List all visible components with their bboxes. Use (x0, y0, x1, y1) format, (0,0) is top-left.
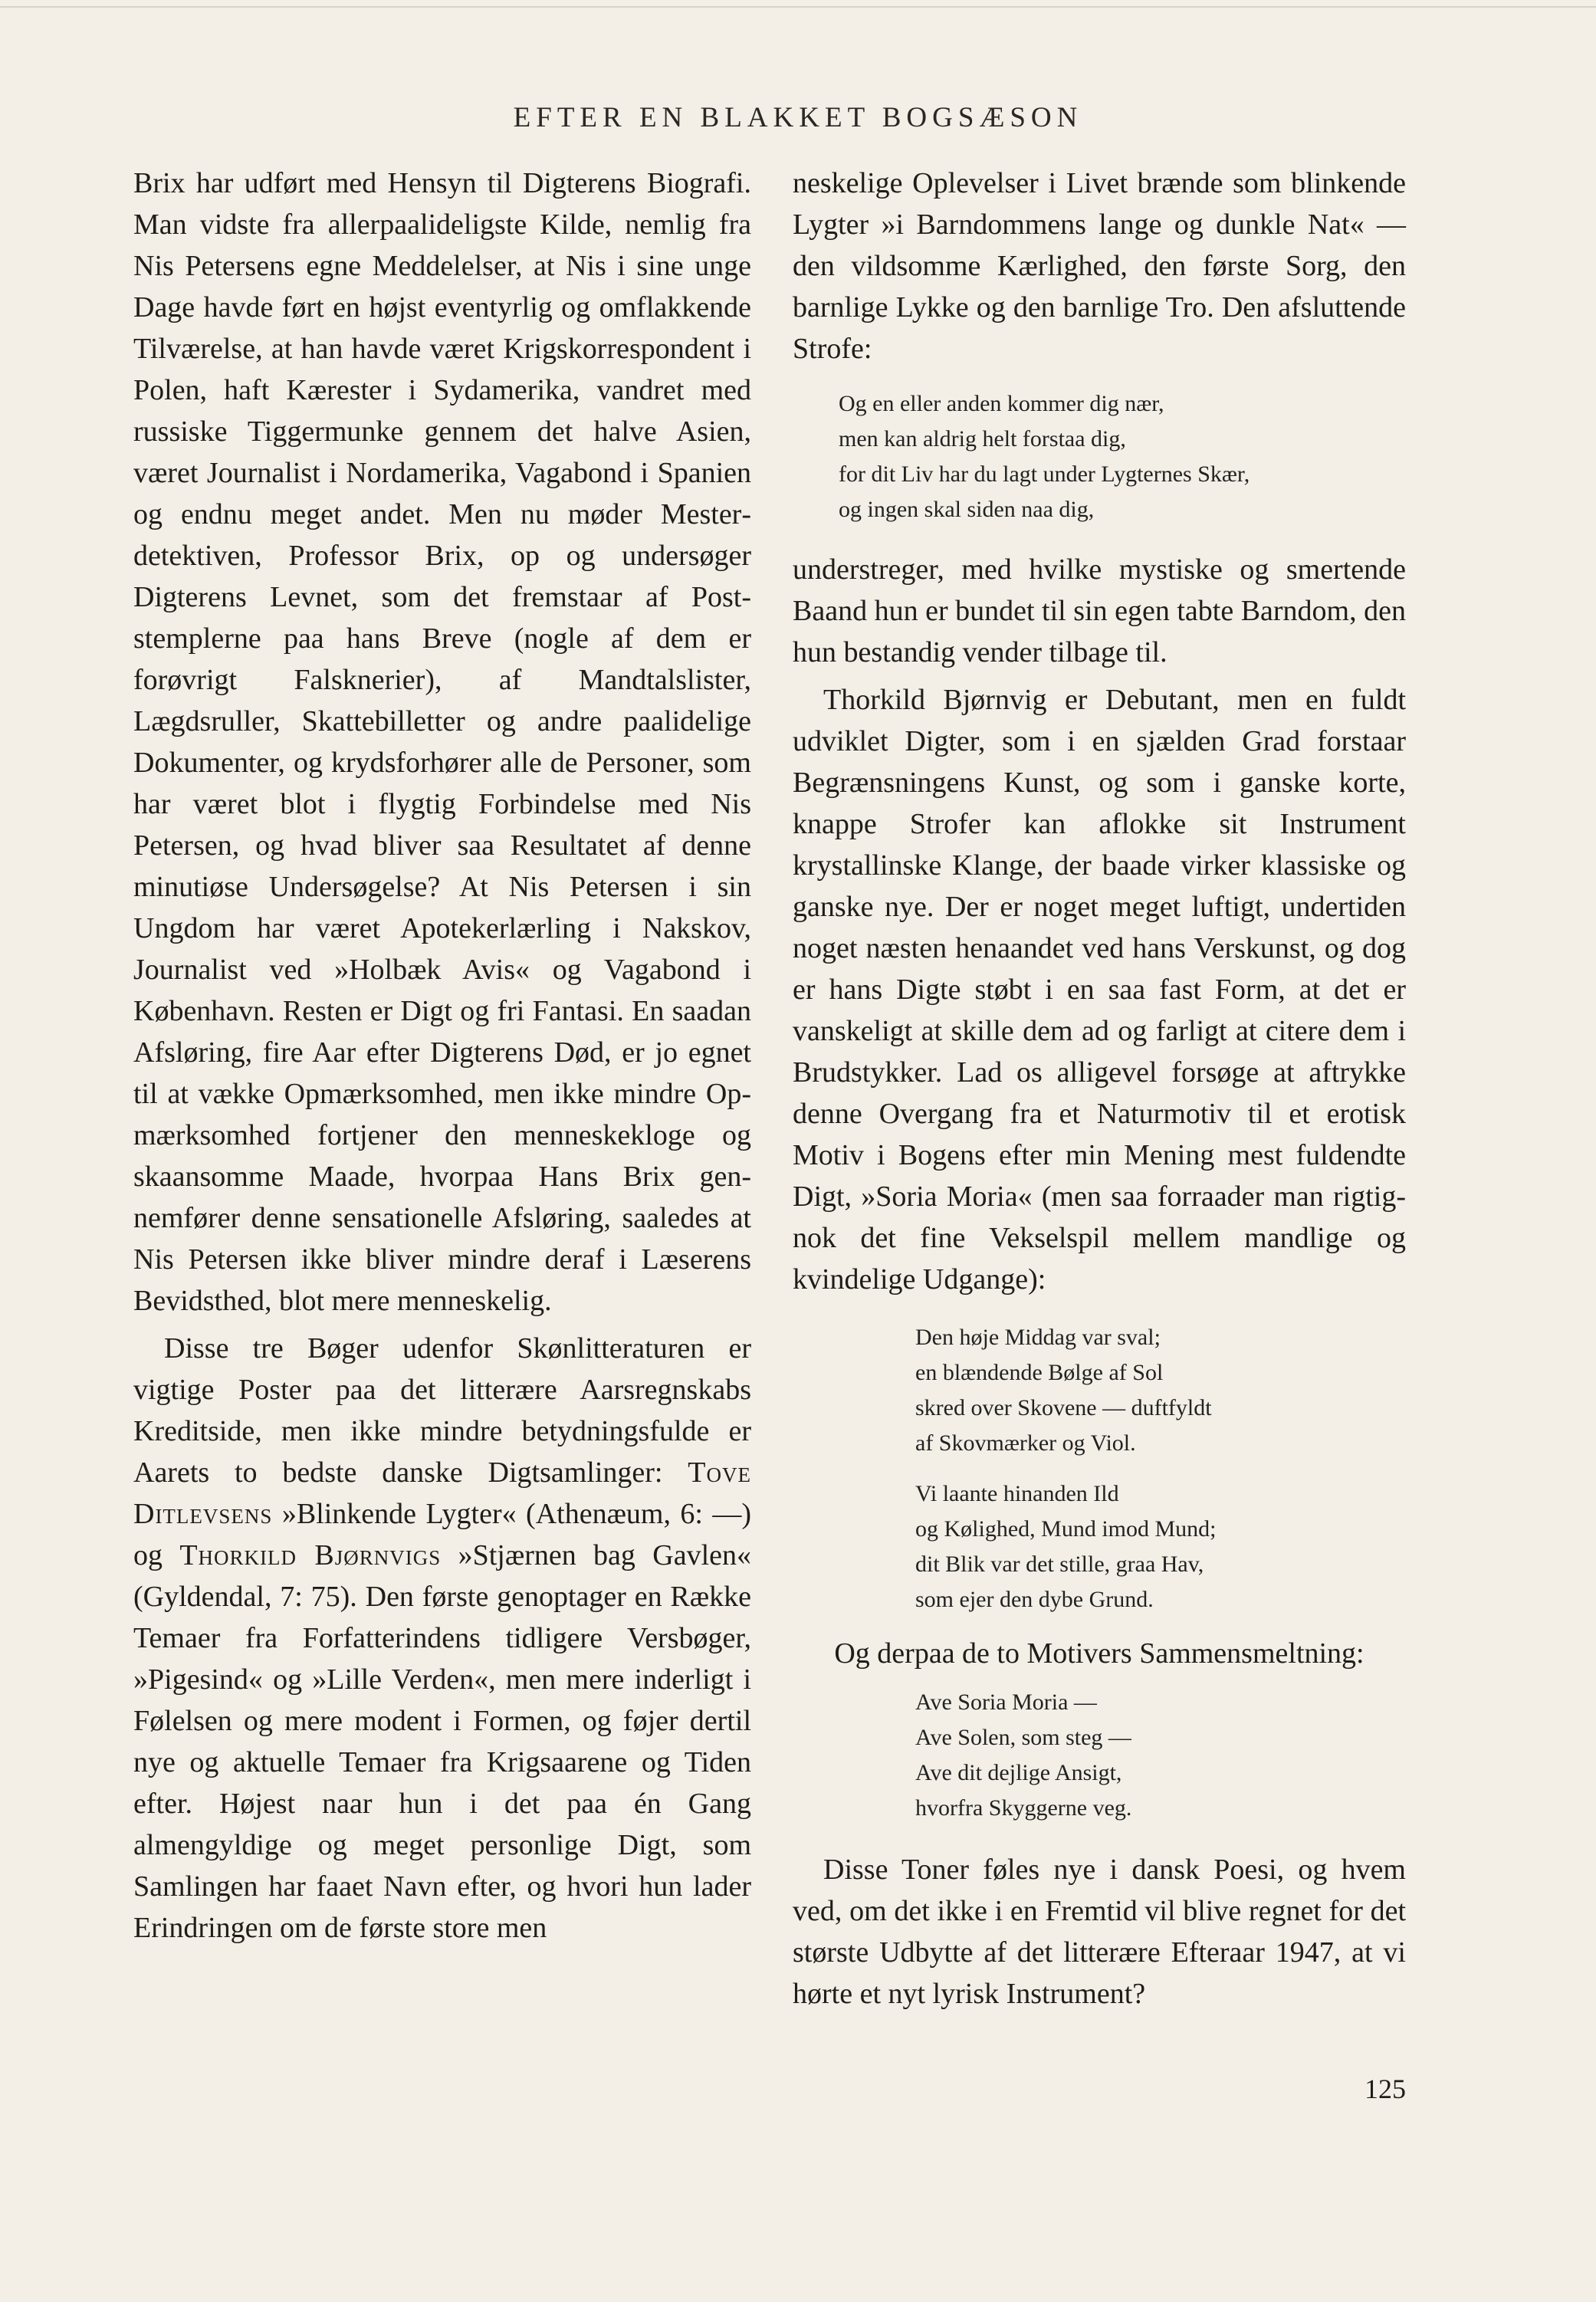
top-edge-line (0, 6, 1596, 8)
page-number: 125 (1364, 2074, 1406, 2104)
poem-line: skred over Skovene — duftfyldt (915, 1395, 1212, 1420)
right-paragraph-2: understreger, med hvilke mystiske og smertende Baand hun er bundet til sin egen tabte Barndom, den hun bestandig vender tilbage til. (793, 553, 1406, 668)
poem-line: Den høje Middag var sval; (915, 1325, 1161, 1350)
right-paragraph-4: Og derpaa de to Motivers Sammensmeltning: (834, 1637, 1364, 1670)
poem-line: Ave Soria Moria — (915, 1690, 1097, 1715)
poem-line: Ave dit dejlige Ansigt, (915, 1760, 1122, 1785)
running-head: EFTER EN BLAKKET BOGSÆSON (513, 102, 1083, 133)
left-column (133, 163, 751, 1949)
poem-line: en blændende Bølge af Sol (915, 1360, 1164, 1385)
poem-line: for dit Liv har du lagt under Lygternes Skær, (839, 461, 1250, 487)
poem-line: og Kølighed, Mund imod Mund; (915, 1516, 1217, 1542)
right-paragraph-5: Disse Toner føles nye i dansk Poesi, og hvem ved, om det ikke i en Fremtid vil blive regnet for det største Udbytte af det litterære Efteraar 1947, at vi hørte et nyt lyrisk Instrument? (793, 1854, 1406, 2010)
poem-line: Vi laante hinanden Ild (915, 1481, 1119, 1506)
poem-line: af Skovmærker og Viol. (915, 1430, 1136, 1456)
author-name-bjornvig: Thorkild Bjørnvigs (179, 1539, 442, 1571)
author-name-ditlevsen: Tove Ditlevsens (133, 1456, 751, 1530)
poem-line: hvorfra Skyggerne veg. (915, 1795, 1132, 1821)
left-paragraph-1: Brix har udført med Hensyn til Digterens Biografi. Man vidste fra allerpaalideligste Kilde, nemlig fra Nis Petersens egne Meddelelser, at Nis i sine unge Dage havde ført en højst eventyrlig og omflakkende Tilværelse, at han havde været Krigskorrespondent i Polen, haft Kærester i Sydamerika, vandret med russiske Tiggermunke gennem det halve Asien, været Journalist i Nordamerika, Vagabond i Spanien og endnu meget andet. Men nu møder Mesterdetektiven, Professor Brix, op og undersøger Digterens Levnet, som det fremstaar af Poststemplerne paa hans Breve (nogle af dem er forøvrigt Falsknerier), af Mandtalslister, Lægdsruller, Skattebilletter og andre paalidelige Dokumenter, og krydsforhører alle de Personer, som har været blot i flygtig Forbindelse med Nis Petersen, og hvad bliver saa Resultatet af denne minutiøse Undersøgelse? At Nis Petersen i sin Ungdom har været Apotekerlærling i Nakskov, Journalist ved »Holbæk Avis« og Vagabond i København. Resten er Digt og fri Fantasi. En saadan Afsløring, fire Aar efter Digterens Død, er jo egnet til at vække Opmærksomhed, men ikke mindre Opmærksomhed fortjener den menneskekloge og skaansomme Maade, hvorpaa Hans Brix gennemfører denne sensationelle Afsløring, saaledes at Nis Petersen ikke bliver mindre deraf i Læserens Bevidsthed, blot mere menneskelig. (133, 167, 751, 1317)
right-column (793, 163, 1406, 2015)
poem-stanza-1 (839, 386, 1406, 527)
poem-stanza-2 (915, 1320, 1406, 1461)
poem-line: Ave Solen, som steg — (915, 1725, 1131, 1750)
left-paragraph-2 (133, 1328, 751, 1949)
paragraph-text: »Blinkende Lygter« (Athenæum, 6: —) og (133, 1498, 751, 1571)
poem-line: men kan aldrig helt forstaa dig, (839, 426, 1126, 452)
poem-line: og ingen skal siden naa dig, (839, 497, 1095, 522)
paragraph-text: Disse tre Bøger udenfor Skønlitteraturen er vigtige Poster paa det litterære Aarsregnskabs Kreditside, men ikke mindre betydningsfulde er Aarets to bedste danske Digtsamlinger: (133, 1332, 751, 1489)
right-paragraph-3: Thorkild Bjørnvig er Debutant, men en fuldt udviklet Digter, som i en sjælden Grad forstaar Begrænsningens Kunst, og som i ganske korte, knappe Strofer kan aflokke sit Instrument krystallinske Klange, der baade virker klassiske og ganske nye. Der er noget meget luftigt, undertiden noget næsten henaandet ved hans Verskunst, og dog er hans Digte støbt i en saa fast Form, at det er vanskeligt at skille dem ad og farligt at citere dem i Brudstykker. Lad os alligevel forsøge at aftrykke denne Overgang fra et Naturmotiv til et erotisk Motiv i Bogens efter min Mening mest fuldendte Digt, »Soria Moria« (men saa forraader man rigtignok det fine Vekselspil mellem mandlige og kvindelige Udgange): (793, 684, 1406, 1295)
paragraph-text: »Stjærnen bag Gavlen« (Gyldendal, 7: 75). Den første genoptager en Række Temaer fra Forfatterindens tidligere Versbøger, »Pigesind« og »Lille Verden«, men mere inderligt i Følelsen og mere modent i Formen, og føjer dertil nye og aktuelle Temaer fra Krigsaarene og Tiden efter. Højest naar hun i det paa én Gang almengyldige og meget personlige Digt, som Samlingen har faaet Navn efter, og hvori hun lader Erindringen om de første store men (133, 1539, 751, 1944)
poem-line: Og en eller anden kommer dig nær, (839, 391, 1164, 416)
right-paragraph-1: neskelige Oplevelser i Livet brænde som blinkende Lygter »i Barndommens lange og dunkle Nat« — den vildsomme Kærlighed, den første Sorg, den barnlige Lykke og den barnlige Tro. Den afsluttende Strofe: (793, 167, 1406, 365)
poem-line: dit Blik var det stille, graa Hav, (915, 1552, 1204, 1577)
poem-stanza-4 (915, 1685, 1406, 1826)
poem-stanza-3 (915, 1476, 1406, 1617)
poem-line: som ejer den dybe Grund. (915, 1587, 1154, 1612)
